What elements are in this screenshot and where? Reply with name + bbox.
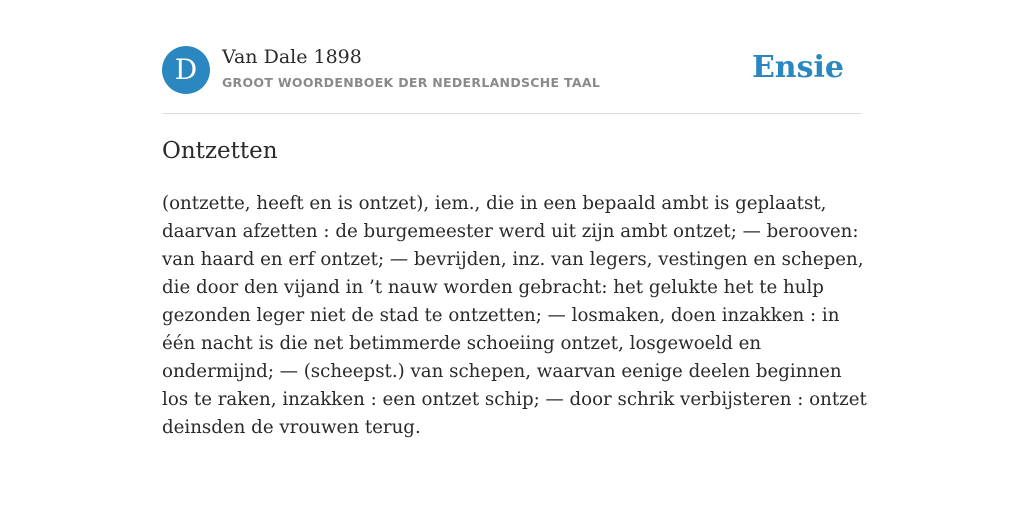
dictionary-card [162,0,867,512]
ensie-logo[interactable]: Ensie [751,50,844,85]
source-header [162,46,862,96]
header-divider [162,113,862,114]
entry-headword: Ontzetten [162,138,278,164]
source-subtitle: GROOT WOORDENBOEK DER NEDERLANDSCHE TAAL [222,75,601,90]
source-title[interactable]: Van Dale 1898 [222,46,362,68]
source-avatar: D [162,46,210,94]
entry-definition: (ontzette, heeft en is ontzet), iem., die in een bepaald ambt is geplaatst, daarvan afzetten : de burgemeester werd uit zijn ambt ontzet; — berooven: van haard en erf ontzet; — bevrijden, inz. van legers, vestingen en schepen, die door den vijand in ’t nauw worden gebracht: het gelukte het te hulp gezonden leger niet de stad te ontzetten; — losmaken, doen inzakken : in één nacht is die net betimmerde schoeiing ontzet, losgewoeld en ondermijnd; — (scheepst.) van schepen, waarvan eenige deelen beginnen los te raken, inzakken : een ontzet schip; — door schrik verbijsteren : ontzet deinsden de vrouwen terug. [162,193,867,438]
